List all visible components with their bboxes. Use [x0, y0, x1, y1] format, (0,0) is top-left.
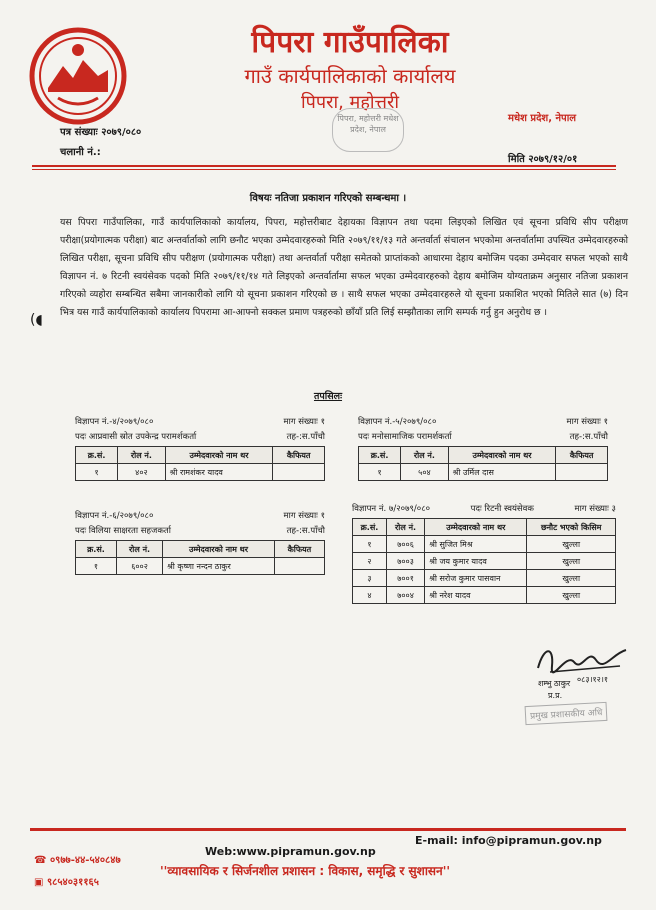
result-table: क्र.सं. रोल नं. उम्मेदवारको नाम थर कैफियत १ ५०४ श्री उर्मिल दास	[358, 446, 608, 481]
notice-body: यस पिपरा गाउँपालिका, गाउँ कार्यपालिकाको कार्यालय, पिपरा, महोत्तरीबाट देहायका विज्ञापन तथा पदमा लिइएको लिखित एवं सूचना प्रविधि सीप परीक्षण परीक्षा(प्रयोगात्मक परीक्षा) बाट अन्तर्वार्ताको लागि छनौट भएका उम्मेदवारहरुको मिति २०७९/११/१३ गते अन्तर्वार्ता संचालन भएकोमा अन्तर्वार्तामा उपस्थित उम्मेदवारहरुको लिखित परीक्षा, सूचना प्रविधि सीप परीक्षण (प्रयोगात्मक परीक्षा) तथा अन्तर्वार्ता परीक्षा समेतको प्राप्तांकको आधारमा देहाय बमोजिम पदका उम्मेदवार सफल भएको साथै विज्ञापन नं. ७ रिटनी स्वयंसेवक पदको मिति २०७९/११/१४ गते लिइएको अन्तर्वार्तामा सफल भएका उम्मेदवारहरुको देहाय बमोजिम योग्यताक्रम अनुसार नतिजा प्रकाशन गरिएको व्यहोरा सम्बन्धित सबैमा जानकारीको लागि यो सूचना प्रकाशन गरिएको छ । साथै सफल भएका उम्मेदवारहरुले यो सूचना प्रकाशित भएको मितिले सात (७) दिन भित्र यस गाउँ कार्यपालिकाको कार्यालय पिपरामा आ-आफ्नो सक्कल प्रमाण पत्रहरुको छाँयाँ प्रति लिई सम्झौताका लागि सम्पर्क गर्नु हुन अनुरोध छ ।	[60, 217, 628, 318]
result-table: क्र.सं. रोल नं. उम्मेदवारको नाम थर छनौट भएको किसिम १ ७००६ श्री सुजित मिश्र खुल्ला २ ७००३ श्री जय कुमार यादव खुल्ला ३ ७००१ श्री सरोज कुमार पासवान खुल्ला ४ ७००४ श्री नरेश यादव खुल्ला	[352, 518, 616, 604]
header-divider-thin	[32, 169, 616, 170]
table-row: १ ६००२ श्री कृष्णा नन्दन ठाकुर	[76, 558, 325, 575]
annex-title: तपसिलः	[313, 391, 343, 402]
table-row: ३ ७००१ श्री सरोज कुमार पासवान खुल्ला	[353, 570, 616, 587]
header-divider	[32, 165, 616, 167]
table-row: ४ ७००४ श्री नरेश यादव खुल्ला	[353, 587, 616, 604]
office-location: पिपरा, महोत्तरी	[300, 92, 400, 113]
result-table: क्र.सं. रोल नं. उम्मेदवारको नाम थर कैफियत १ ४०२ श्री रामशंकर यादव	[75, 446, 325, 481]
office-title: पिपरा गाउँपालिका	[251, 25, 449, 60]
signature-date: ०८३।१२।१	[577, 675, 609, 684]
table-row: १ ४०२ श्री रामशंकर यादव	[76, 464, 325, 481]
result-table: क्र.सं. रोल नं. उम्मेदवारको नाम थर कैफियत १ ६००२ श्री कृष्णा नन्दन ठाकुर	[75, 540, 325, 575]
table-row: १ ७००६ श्री सुजित मिश्र खुल्ला	[353, 536, 616, 553]
province-label: मधेश प्रदेश, नेपाल	[508, 113, 577, 124]
footer-mobile: ▣ ९८५४०३११६५	[34, 877, 99, 888]
office-stamp: पिपरा, महोत्तरी मधेश प्रदेश, नेपाल	[332, 108, 404, 152]
phone-icon: ☎	[34, 855, 47, 866]
mobile-icon: ▣	[34, 877, 44, 888]
footer-phone: ☎ ०९७७-४४-५४०८४७	[34, 855, 121, 866]
official-stamp: प्रमुख प्रशासकीय अधि	[525, 702, 608, 725]
vacancy-block-4: विज्ञापन नं.-४/२०७९/०८० माग संख्याः १ पदः आप्रवासी स्रोत उपकेन्द्र परामर्शकर्ता तह-:स.पाँचौ क्र.सं. रोल नं. उम्मेदवारको नाम थर कैफियत १ ४०२ श्री रामशंकर यादव	[75, 416, 325, 481]
patra-sankhya: पत्र संख्याः २०७९/०८०	[60, 127, 142, 138]
letter-date: मिति २०७९/१२/०१	[508, 154, 578, 165]
footer-slogan: ''व्यावसायिक र सिर्जनशील प्रशासन : विकास, समृद्धि र सुशासन''	[160, 864, 451, 878]
footer-divider	[30, 828, 626, 831]
vacancy-block-7: विज्ञापन नं. ७/२०७९/०८० पदः रिटनी स्वयंसेवक माग संख्याः ३ क्र.सं. रोल नं. उम्मेदवारको नाम थर छनौट भएको किसिम १ ७००६ श्री सुजित मिश्र खुल्ला २ ७००३ श्री जय कुमार यादव खुल्ला ३ ७००१ श्री सरोज कुमार पासवान खुल्ला ४ ७००४ श्री नरेश यादव खुल्ला	[352, 503, 616, 604]
vacancy-block-6: विज्ञापन नं.-६/२०७९/०८० माग संख्याः १ पदः विलिया साक्षरता सहजकर्ता तह-:स.पाँचौ क्र.सं. रोल नं. उम्मेदवारको नाम थर कैफियत १ ६००२ श्री कृष्णा नन्दन ठाकुर	[75, 510, 325, 575]
vacancy-block-5: विज्ञापन नं.-५/२०७९/०८० माग संख्याः १ पदः मनोसामाजिक परामर्शकर्ता तह-:स.पाँचौ क्र.सं. रोल नं. उम्मेदवारको नाम थर कैफियत १ ५०४ श्री उर्मिल दास	[358, 416, 608, 481]
signatory-name: शम्भु ठाकुर	[538, 679, 571, 688]
table-row: १ ५०४ श्री उर्मिल दास	[359, 464, 608, 481]
office-subtitle: गाउँ कार्यपालिकाको कार्यालय	[244, 64, 456, 88]
footer-email: E-mail: info@pipramun.gov.np	[415, 834, 602, 847]
nepal-emblem-logo-icon	[28, 26, 128, 126]
footer-website: Web:www.pipramun.gov.np	[205, 845, 376, 858]
subject-line: विषयः नतिजा प्रकाशन गरिएको सम्बन्धमा ।	[249, 193, 407, 204]
signatory-mark: प्र.प्र.	[548, 691, 563, 700]
chalani-number: चलानी नं.:	[60, 147, 101, 158]
table-row: २ ७००३ श्री जय कुमार यादव खुल्ला	[353, 553, 616, 570]
punch-hole-mark: (◖	[30, 312, 43, 328]
